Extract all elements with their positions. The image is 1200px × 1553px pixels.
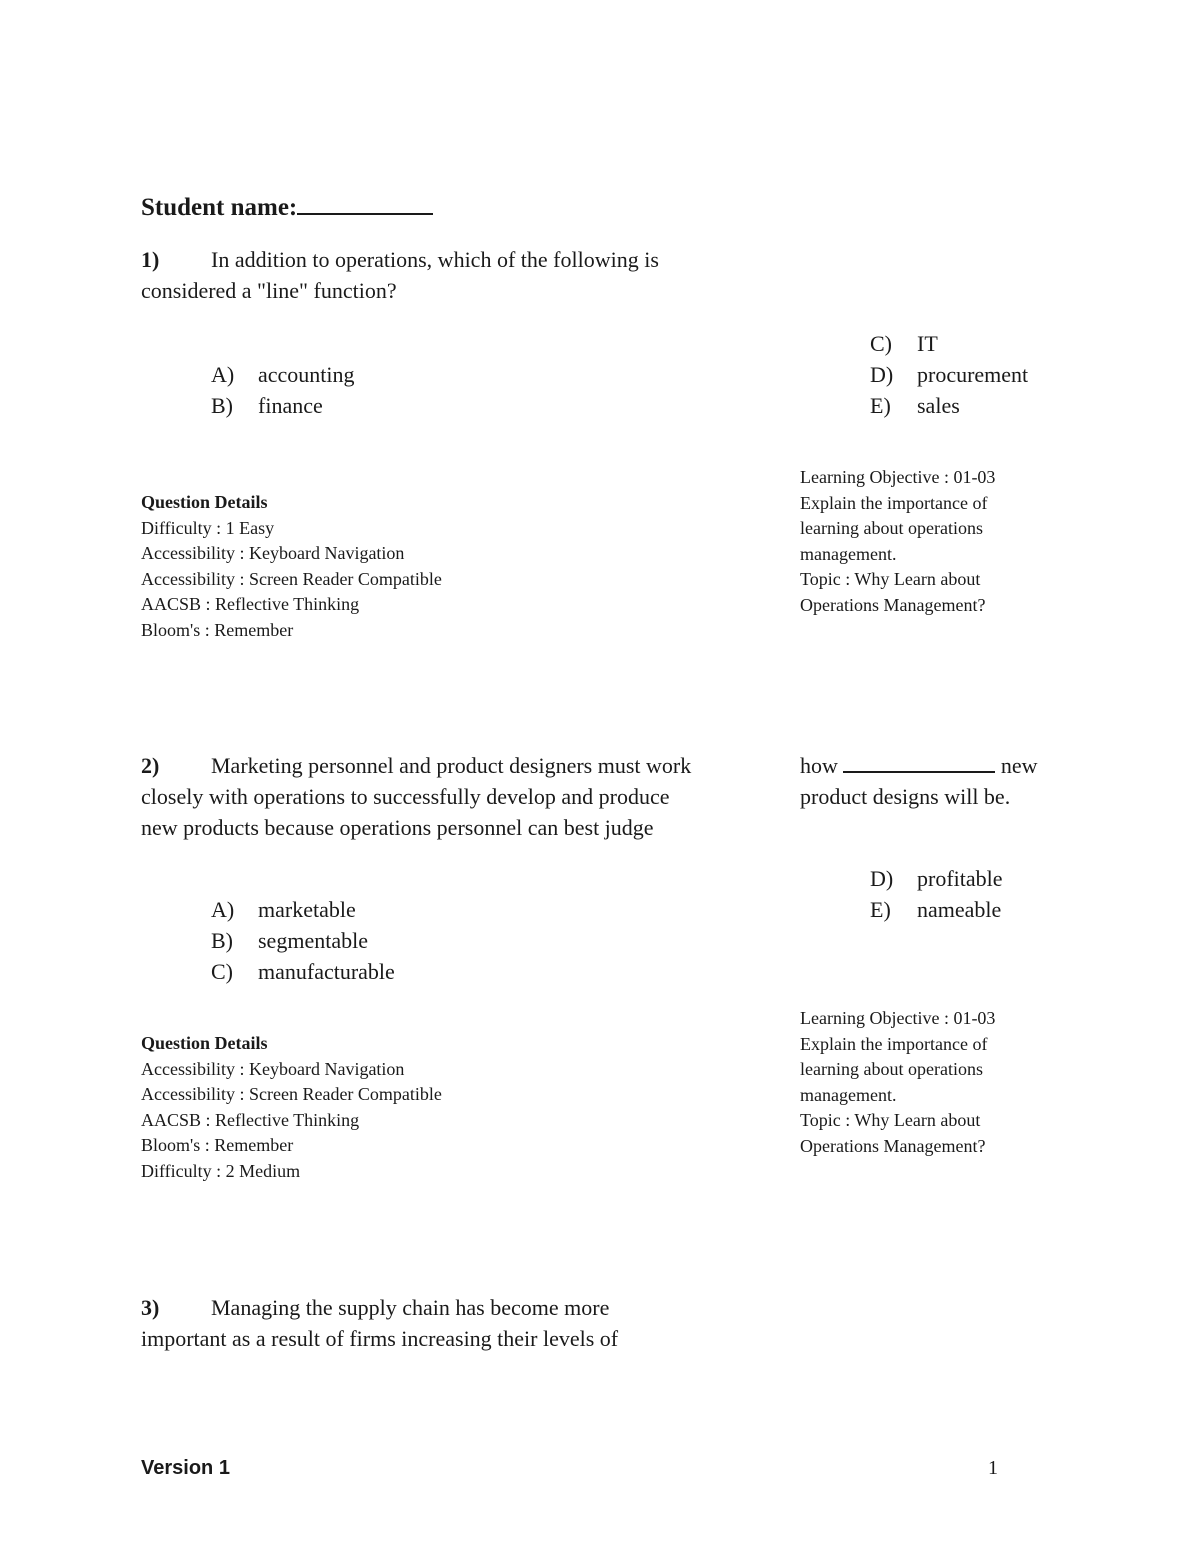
objective-line: Topic : Why Learn about bbox=[800, 569, 981, 590]
student-name-blank bbox=[297, 212, 433, 215]
detail-line: Accessibility : Screen Reader Compatible bbox=[141, 568, 442, 589]
question-1-details bbox=[141, 490, 442, 644]
question-text: Marketing personnel and product designers must work bbox=[211, 753, 692, 778]
footer-version: Version 1 bbox=[141, 1457, 230, 1479]
details-heading: Question Details bbox=[141, 1033, 268, 1053]
option-e[interactable]: E) nameable bbox=[870, 897, 1002, 922]
detail-line: Accessibility : Keyboard Navigation bbox=[141, 1058, 405, 1079]
option-d[interactable]: D) profitable bbox=[870, 866, 1003, 891]
objective-line: management. bbox=[800, 1084, 897, 1105]
question-text: considered a "line" function? bbox=[141, 278, 397, 303]
page-number: 1 bbox=[988, 1457, 998, 1479]
objective-line: Explain the importance of bbox=[800, 492, 988, 513]
student-name-label: Student name: bbox=[141, 194, 298, 221]
question-3-stem bbox=[141, 1292, 618, 1354]
detail-line: Bloom's : Remember bbox=[141, 619, 294, 640]
details-heading: Question Details bbox=[141, 492, 268, 512]
objective-line: Learning Objective : 01-03 bbox=[800, 1008, 996, 1028]
question-2-options-right bbox=[870, 863, 1003, 925]
student-name-line bbox=[141, 194, 433, 222]
question-2-options-left bbox=[211, 894, 395, 987]
question-text: how bbox=[800, 753, 838, 778]
question-2-details bbox=[141, 1031, 442, 1185]
option-c[interactable]: C) manufacturable bbox=[211, 959, 395, 984]
question-2-objective bbox=[800, 1006, 995, 1160]
option-a[interactable]: A) accounting bbox=[211, 362, 355, 387]
detail-line: AACSB : Reflective Thinking bbox=[141, 594, 360, 615]
objective-line: Operations Management? bbox=[800, 1135, 986, 1156]
question-number: 3) bbox=[141, 1295, 160, 1320]
question-2-stem bbox=[141, 750, 691, 843]
objective-line: Learning Objective : 01-03 bbox=[800, 467, 996, 487]
question-text: important as a result of firms increasing their levels of bbox=[141, 1326, 619, 1351]
question-2-stem-continued bbox=[800, 750, 1038, 812]
objective-line: Topic : Why Learn about bbox=[800, 1110, 981, 1131]
question-1-options-right bbox=[870, 328, 1028, 421]
option-a[interactable]: A) marketable bbox=[211, 897, 356, 922]
question-text: Managing the supply chain has become more bbox=[211, 1295, 610, 1320]
question-number: 2) bbox=[141, 753, 160, 778]
objective-line: Operations Management? bbox=[800, 594, 986, 615]
option-c[interactable]: C) IT bbox=[870, 331, 938, 356]
objective-line: learning about operations bbox=[800, 1059, 983, 1080]
objective-line: learning about operations bbox=[800, 518, 983, 539]
question-text: closely with operations to successfully develop and produce bbox=[141, 784, 670, 809]
question-1-options-left bbox=[211, 359, 355, 421]
detail-line: Accessibility : Screen Reader Compatible bbox=[141, 1084, 442, 1105]
question-text: new bbox=[1000, 753, 1038, 778]
option-b[interactable]: B) finance bbox=[211, 393, 323, 418]
objective-line: Explain the importance of bbox=[800, 1033, 988, 1054]
question-1-stem bbox=[141, 244, 659, 306]
detail-line: Difficulty : 1 Easy bbox=[141, 517, 275, 538]
detail-line: AACSB : Reflective Thinking bbox=[141, 1109, 360, 1130]
question-1-objective bbox=[800, 465, 995, 619]
detail-line: Bloom's : Remember bbox=[141, 1135, 294, 1156]
option-b[interactable]: B) segmentable bbox=[211, 928, 368, 953]
question-text: In addition to operations, which of the following is bbox=[211, 247, 659, 272]
option-e[interactable]: E) sales bbox=[870, 393, 960, 418]
option-d[interactable]: D) procurement bbox=[870, 362, 1029, 387]
answer-blank bbox=[843, 770, 995, 773]
detail-line: Difficulty : 2 Medium bbox=[141, 1160, 301, 1181]
question-number: 1) bbox=[141, 247, 160, 272]
detail-line: Accessibility : Keyboard Navigation bbox=[141, 543, 405, 564]
question-text: product designs will be. bbox=[800, 784, 1011, 809]
question-text: new products because operations personnel can best judge bbox=[141, 815, 654, 840]
objective-line: management. bbox=[800, 543, 897, 564]
